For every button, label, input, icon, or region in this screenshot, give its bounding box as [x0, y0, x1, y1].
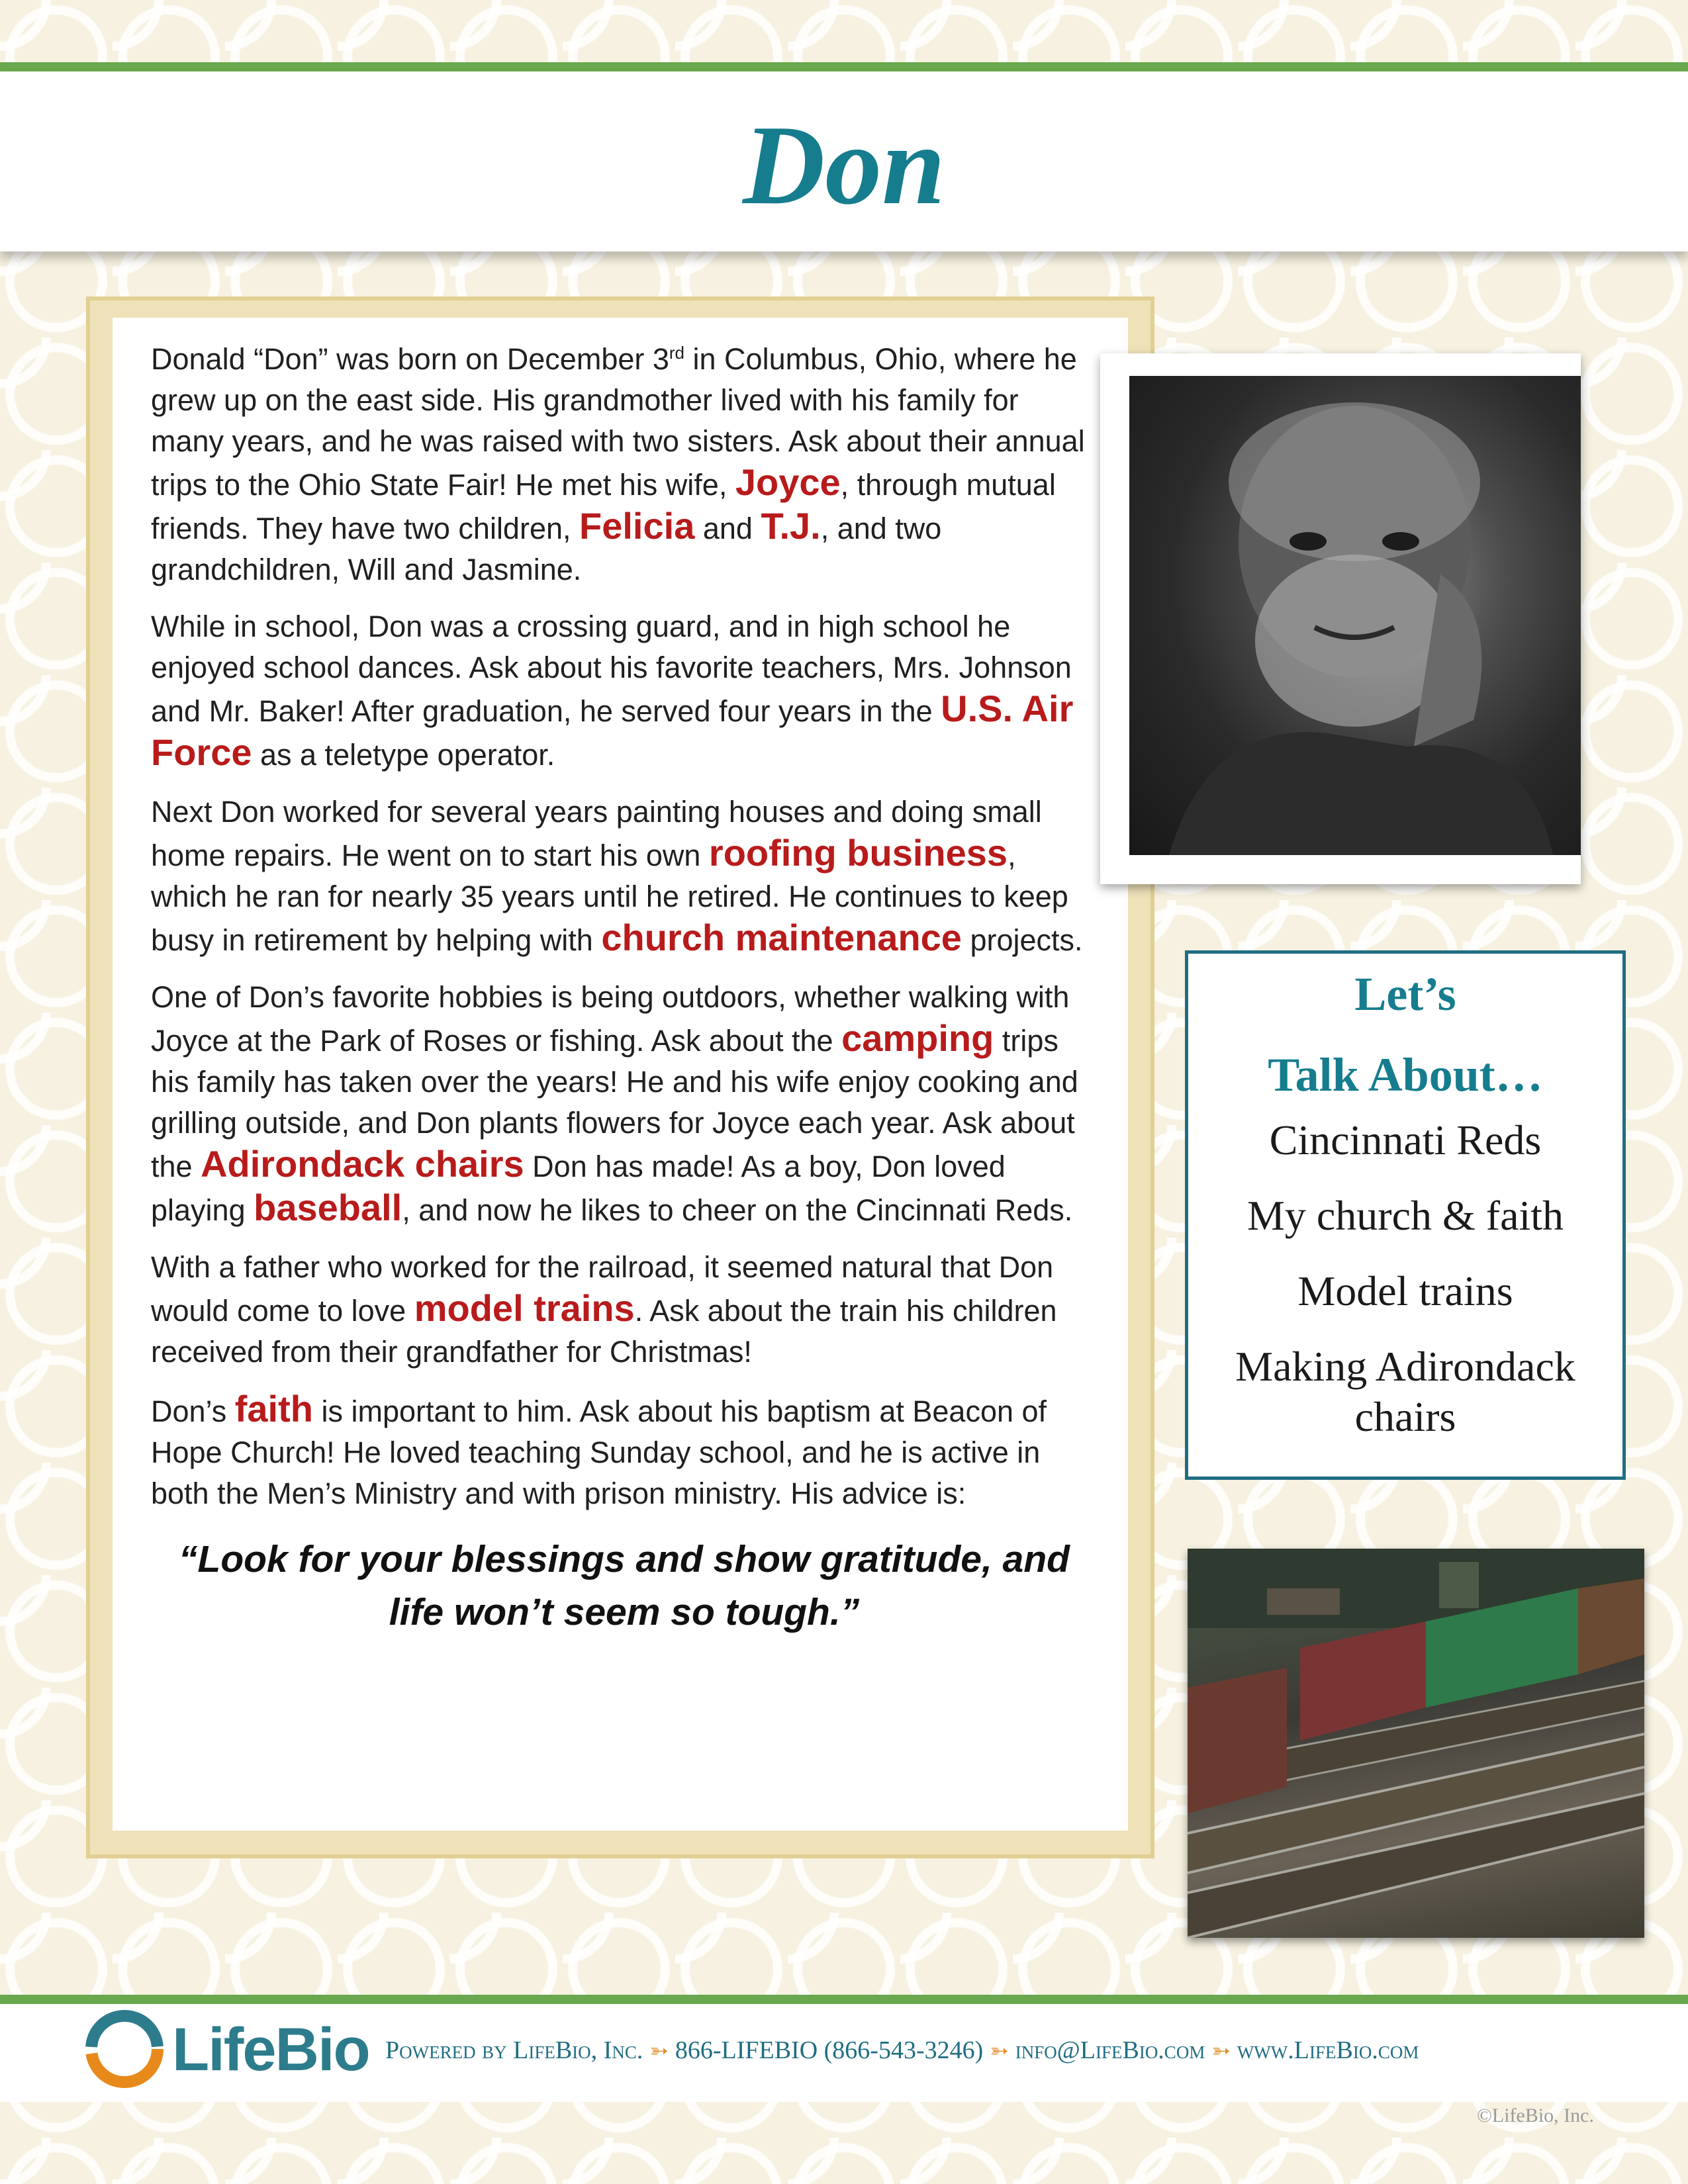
highlight-camping: camping: [841, 1017, 994, 1059]
highlight-tj: T.J.: [761, 505, 821, 547]
talk-about-box: [1185, 950, 1626, 1480]
talk-about-heading-1: Let’s: [1354, 968, 1456, 1021]
footer-contact-line: [385, 2030, 1419, 2071]
website-link[interactable]: www.LifeBio.com: [1237, 2036, 1419, 2064]
highlight-baseball: baseball: [254, 1187, 402, 1228]
highlight-felicia: Felicia: [579, 505, 695, 547]
talk-item: Making Adirondack chairs: [1235, 1343, 1575, 1440]
leaf-arrow-icon: ➳: [649, 2039, 669, 2064]
leaf-arrow-icon: ➳: [990, 2039, 1009, 2064]
story-paragraph-6: Don’s faith is important to him. Ask about his baptism at Beacon of Hope Church! He loved teaching Sunday school, and he is active in both the Men’s Ministry and with prison ministry. His advice is:: [151, 1388, 1047, 1510]
talk-item: Model trains: [1297, 1267, 1513, 1314]
bottom-green-bar: [0, 1995, 1688, 2004]
highlight-air-force: U.S. Air Force: [151, 688, 1074, 773]
powered-by: Powered by LifeBio, Inc.: [385, 2036, 643, 2064]
advice-quote: “Look for your blessings and show gratitude, and life won’t seem so tough.”: [179, 1538, 1070, 1633]
train-illustration: [1188, 1549, 1644, 1938]
talk-item: My church & faith: [1246, 1192, 1564, 1239]
highlight-faith: faith: [234, 1388, 313, 1430]
story-paragraph-4: One of Don’s favorite hobbies is being outdoors, whether walking with Joyce at the Park of Roses or fishing. Ask about the camping trips his family has taken over the years! He and his wife enjoy cooking and grilling outside, and Don plants flowers for Joyce each year. Ask about the Adirondack chairs Don has made! As a boy, Don loved playing baseball, and now he likes to cheer on the Cincinnati Reds.: [151, 980, 1078, 1228]
portrait-photo: [1129, 376, 1581, 855]
talk-item: Cincinnati Reds: [1269, 1116, 1542, 1163]
story-paragraph-5: With a father who worked for the railroad, it seemed natural that Don would come to love model trains. Ask about the train his children received from their grandfather for Christmas!: [151, 1250, 1057, 1369]
story-paragraph-1: Donald “Don” was born on December 3rd in Columbus, Ohio, where he grew up on the east side. His grandmother lived with his family for many years, and he was raised with two sisters. Ask about their annual trips to the Ohio State Fair! He met his wife, Joyce, through mutual friends. They have two children, Felicia and T.J., and two grandchildren, Will and Jasmine.: [151, 342, 1085, 586]
phone-number: 866-LIFEBIO (866-543-3246): [675, 2036, 984, 2064]
copyright: ©LifeBio, Inc.: [1477, 2105, 1594, 2126]
highlight-model-trains: model trains: [414, 1287, 635, 1329]
talk-about-heading-2: Talk About…: [1268, 1048, 1543, 1101]
story-paragraph-3: Next Don worked for several years painting houses and doing small home repairs. He went on to start his own roofing business, which he ran for nearly 35 years until he retired. He continues to keep busy in retirement by helping with church maintenance projects.: [151, 795, 1083, 958]
highlight-adirondack: Adirondack chairs: [201, 1143, 524, 1185]
logo-text: LifeBio: [172, 2016, 369, 2083]
highlight-joyce: Joyce: [735, 461, 841, 503]
highlight-roofing: roofing business: [708, 832, 1008, 874]
portrait-illustration: [1129, 376, 1581, 855]
story-paragraph-2: While in school, Don was a crossing guard, and in high school he enjoyed school dances. Ask about his favorite teachers, Mrs. Johnson and Mr. Baker! After graduation, he served four years in the U.S. Air Force as a teletype operator.: [151, 610, 1074, 773]
leaf-arrow-icon: ➳: [1211, 2039, 1231, 2064]
top-green-bar: [0, 62, 1688, 71]
model-train-photo: [1188, 1549, 1644, 1938]
page-title: Don: [743, 103, 945, 228]
story-text: [151, 339, 1098, 1639]
email-link[interactable]: info@LifeBio.com: [1015, 2036, 1205, 2064]
highlight-church-maintenance: church maintenance: [601, 917, 962, 958]
lifebio-logo-icon: [83, 2009, 165, 2089]
